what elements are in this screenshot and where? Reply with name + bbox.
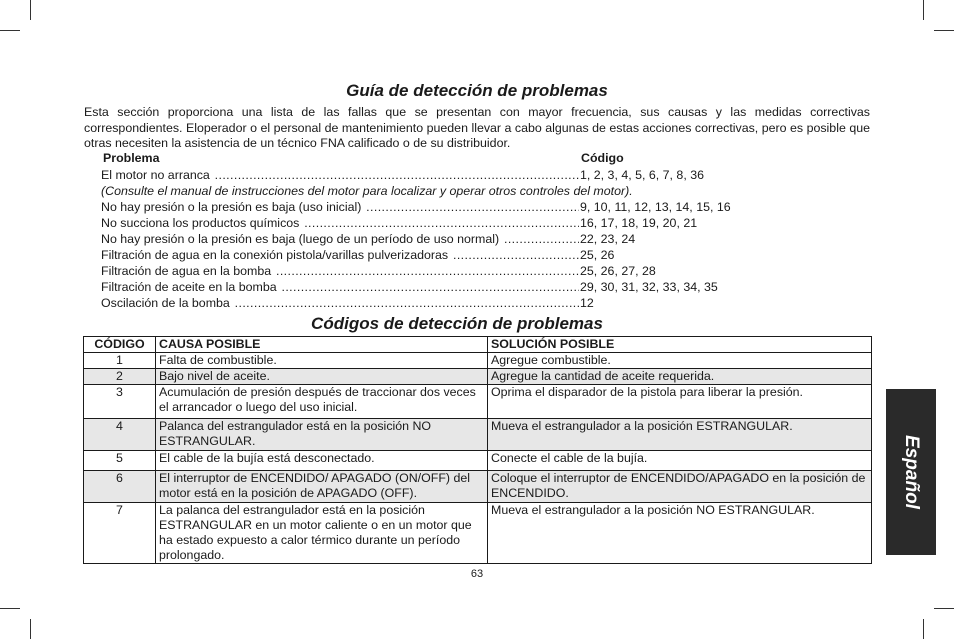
row-cause: Falta de combustible. <box>156 353 488 369</box>
problem-row <box>101 167 801 183</box>
row-code: 4 <box>84 419 156 451</box>
crop-mark <box>0 608 20 609</box>
row-solution: Conecte el cable de la bujía. <box>488 451 872 471</box>
row-cause: La palanca del estrangulador está en la posición ESTRANGULAR en un motor caliente o en un motor que ha estado expuesto a calor térmico durante un período prolongado. <box>156 503 488 564</box>
problem-codes: 29, 30, 31, 32, 33, 34, 35 <box>580 280 718 294</box>
section-title: Guía de detección de problemas <box>346 81 608 100</box>
problem-codes: 12 <box>580 296 594 310</box>
problem-list-header <box>101 151 801 167</box>
problem-label: Oscilación de la bomba <box>101 296 230 310</box>
row-cause: El cable de la bujía está desconectado. <box>156 451 488 471</box>
row-code: 7 <box>84 503 156 564</box>
problem-row <box>101 263 801 279</box>
problem-codes: 9, 10, 11, 12, 13, 14, 15, 16 <box>580 200 731 214</box>
row-solution: Agregue la cantidad de aceite requerida. <box>488 369 872 385</box>
problem-row <box>101 295 801 311</box>
header-code: CÓDIGO <box>84 337 156 353</box>
header-cause: CAUSA POSIBLE <box>156 337 488 353</box>
problem-label: Filtración de aceite en la bomba <box>101 280 277 294</box>
table-row <box>84 385 872 419</box>
crop-mark <box>934 608 954 609</box>
page-number: 63 <box>470 568 484 580</box>
crop-mark <box>923 619 924 639</box>
problem-note: (Consulte el manual de instrucciones del motor para localizar y operar otros controles del motor). <box>101 184 633 198</box>
table-row <box>84 503 872 564</box>
table-row <box>84 471 872 503</box>
crop-mark <box>30 619 31 639</box>
codes-title: Códigos de detección de problemas <box>311 314 603 333</box>
row-cause: El interruptor de ENCENDIDO/ APAGADO (ON/OFF) del motor está en la posición de APAGADO (OFF). <box>156 471 488 503</box>
codes-table-header-row <box>84 337 872 353</box>
problem-row <box>101 279 801 295</box>
row-solution: Oprima el disparador de la pistola para liberar la presión. <box>488 385 872 419</box>
problem-codes: 22, 23, 24 <box>580 232 636 246</box>
row-code: 2 <box>84 369 156 385</box>
table-row <box>84 419 872 451</box>
row-cause: Palanca del estrangulador está en la posición NO ESTRANGULAR. <box>156 419 488 451</box>
problem-label: No succiona los productos químicos <box>101 216 300 230</box>
crop-mark <box>934 30 954 31</box>
problem-row <box>101 215 801 231</box>
row-code: 5 <box>84 451 156 471</box>
table-row <box>84 369 872 385</box>
problem-row <box>101 199 801 215</box>
crop-mark <box>923 0 924 20</box>
row-code: 1 <box>84 353 156 369</box>
crop-mark <box>30 0 31 20</box>
problem-list <box>101 151 801 311</box>
problem-label: Filtración de agua en la bomba <box>101 264 272 278</box>
problem-codes: 16, 17, 18, 19, 20, 21 <box>580 216 698 230</box>
language-tab-label: Español <box>901 435 922 509</box>
problem-header: Problema <box>103 151 160 165</box>
row-code: 6 <box>84 471 156 503</box>
problem-codes: 25, 26, 27, 28 <box>580 264 656 278</box>
row-cause: Acumulación de presión después de traccionar dos veces el arrancador o luego del uso inicial. <box>156 385 488 419</box>
code-header: Código <box>581 151 624 165</box>
problem-label: No hay presión o la presión es baja (uso inicial) <box>101 200 362 214</box>
language-tab <box>886 389 936 555</box>
row-cause: Bajo nivel de aceite. <box>156 369 488 385</box>
row-code: 3 <box>84 385 156 419</box>
crop-mark <box>0 30 20 31</box>
table-row <box>84 353 872 369</box>
problem-codes: 1, 2, 3, 4, 5, 6, 7, 8, 36 <box>580 168 704 182</box>
intro-paragraph: Esta sección proporciona una lista de las fallas que se presentan con mayor frecuencia, sus causas y las medidas correctivas correspondientes. Eloperador o el personal de mantenimiento pueden llevar a cabo algunas de estas acciones correctivas, pero es posible que otras necesiten la asistencia de un técnico FNA calificado o de su distribuidor. <box>84 105 870 151</box>
problem-row <box>101 231 801 247</box>
problem-label: Filtración de agua en la conexión pistola/varillas pulverizadoras <box>101 248 449 262</box>
row-solution: Agregue combustible. <box>488 353 872 369</box>
row-solution: Mueva el estrangulador a la posición ESTRANGULAR. <box>488 419 872 451</box>
row-solution: Coloque el interruptor de ENCENDIDO/APAGADO en la posición de ENCENDIDO. <box>488 471 872 503</box>
header-solution: SOLUCIÓN POSIBLE <box>488 337 872 353</box>
row-solution: Mueva el estrangulador a la posición NO ESTRANGULAR. <box>488 503 872 564</box>
codes-table <box>83 336 872 564</box>
problem-row <box>101 247 801 263</box>
table-row <box>84 451 872 471</box>
problem-label: El motor no arranca <box>101 168 210 182</box>
problem-label: No hay presión o la presión es baja (luego de un período de uso normal) <box>101 232 500 246</box>
problem-codes: 25, 26 <box>580 248 615 262</box>
